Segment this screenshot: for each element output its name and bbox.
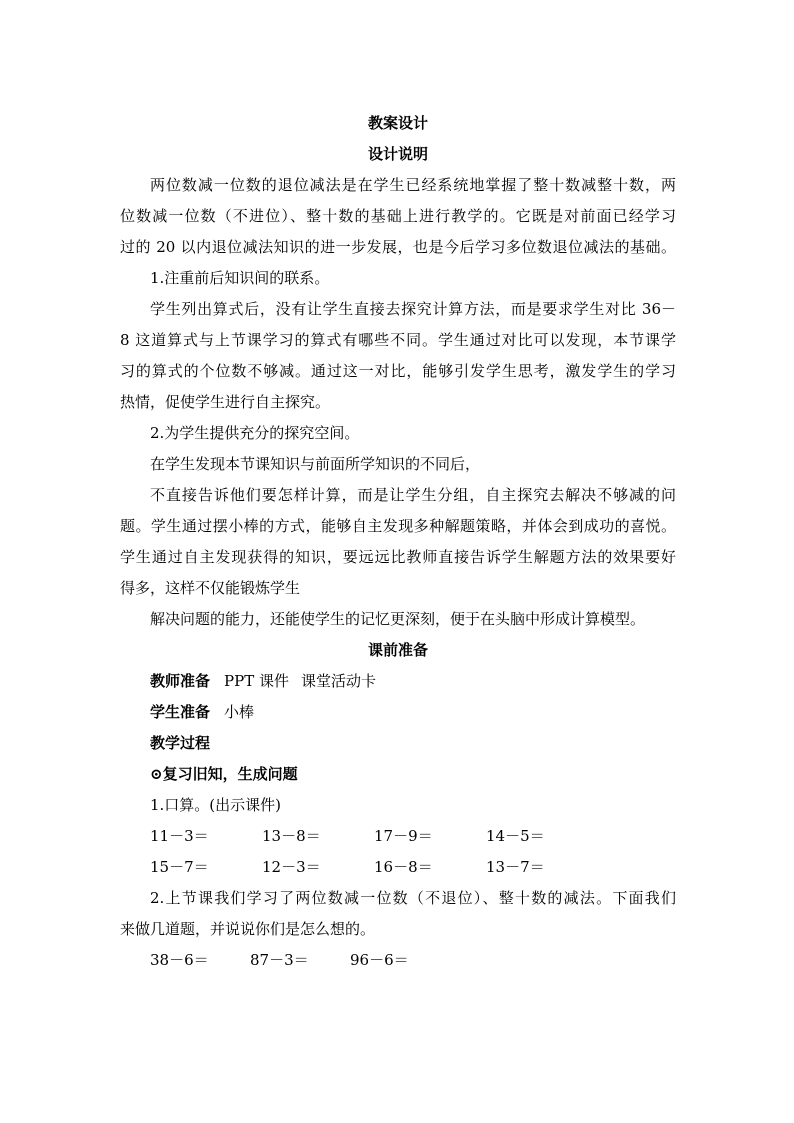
teacher-prep-label: 教师准备 xyxy=(150,672,211,690)
oral-row-1 xyxy=(120,821,676,852)
document-title: 教案设计 xyxy=(367,114,428,132)
student-prep-item-1: 小棒 xyxy=(224,703,255,721)
student-prep-label: 学生准备 xyxy=(150,703,211,721)
oral-row-2 xyxy=(120,852,676,883)
para1-line-1: 学生列出算式后，没有让学生直接去探究计算方法，而是要求学生对比 36－ xyxy=(150,300,676,318)
review-item: 38－6＝ xyxy=(150,951,209,969)
review-item: 96－6＝ xyxy=(350,951,409,969)
point-2: 2.为学生提供充分的探究空间。 xyxy=(150,424,360,442)
para2-line-3: 学生通过自主发现获得的知识，要远远比教师直接告诉学生解题方法的效果要好 xyxy=(120,548,676,566)
para2-line-2: 题。学生通过摆小棒的方式，能够自主发现多种解题策略，并体会到成功的喜悦。 xyxy=(120,517,676,535)
intro-line-2: 位数减一位数（不进位）、整十数的基础上进行教学的。它既是对前面已经学习 xyxy=(120,207,676,225)
teacher-prep-item-1: PPT 课件 xyxy=(224,672,289,690)
teacher-prep xyxy=(120,666,676,697)
intro-line-3: 过的 20 以内退位减法知识的进一步发展，也是今后学习多位数退位减法的基础。 xyxy=(120,238,676,256)
section-1-heading: ⊙复习旧知，生成问题 xyxy=(150,765,298,783)
para2-line-c: 解决问题的能力，还能使学生的记忆更深刻，便于在头脑中形成计算模型。 xyxy=(150,610,646,628)
intro-line-1: 两位数减一位数的退位减法是在学生已经系统地掌握了整十数减整十数，两 xyxy=(150,176,676,194)
oral-item: 12－3＝ xyxy=(262,858,321,876)
document-page xyxy=(120,108,676,976)
para1-line-2: 8 这道算式与上节课学习的算式有哪些不同。学生通过对比可以发现，本节课学 xyxy=(120,331,676,349)
student-prep xyxy=(120,697,676,728)
para2-line-4: 得多，这样不仅能锻炼学生 xyxy=(120,579,301,597)
prep-heading: 课前准备 xyxy=(367,641,428,659)
oral-calc-label: 1.口算。(出示课件) xyxy=(150,796,282,814)
oral-item: 16－8＝ xyxy=(374,858,433,876)
para2-line-1: 不直接告诉他们要怎样计算，而是让学生分组，自主探究去解决不够减的问 xyxy=(150,486,676,504)
design-heading: 设计说明 xyxy=(367,145,428,163)
oral-item: 13－8＝ xyxy=(262,827,321,845)
para1-line-4: 热情，促使学生进行自主探究。 xyxy=(120,393,331,411)
review-line-1: 2.上节课我们学习了两位数减一位数（不退位）、整十数的减法。下面我们 xyxy=(150,889,676,907)
oral-item: 13－7＝ xyxy=(486,858,545,876)
point-1: 1.注重前后知识间的联系。 xyxy=(150,269,330,287)
oral-item: 15－7＝ xyxy=(150,858,209,876)
oral-item: 17－9＝ xyxy=(374,827,433,845)
review-row xyxy=(120,945,676,976)
review-line-2: 来做几道题，并说说你们是怎么想的。 xyxy=(120,920,376,938)
review-item: 87－3＝ xyxy=(250,951,309,969)
para1-line-3: 习的算式的个位数不够减。通过这一对比，能够引发学生思考，激发学生的学习 xyxy=(120,362,676,380)
oral-item: 11－3＝ xyxy=(150,827,209,845)
para2-line-a: 在学生发现本节课知识与前面所学知识的不同后， xyxy=(150,455,481,473)
oral-item: 14－5＝ xyxy=(486,827,545,845)
teacher-prep-item-2: 课堂活动卡 xyxy=(300,672,376,690)
process-heading: 教学过程 xyxy=(150,734,211,752)
